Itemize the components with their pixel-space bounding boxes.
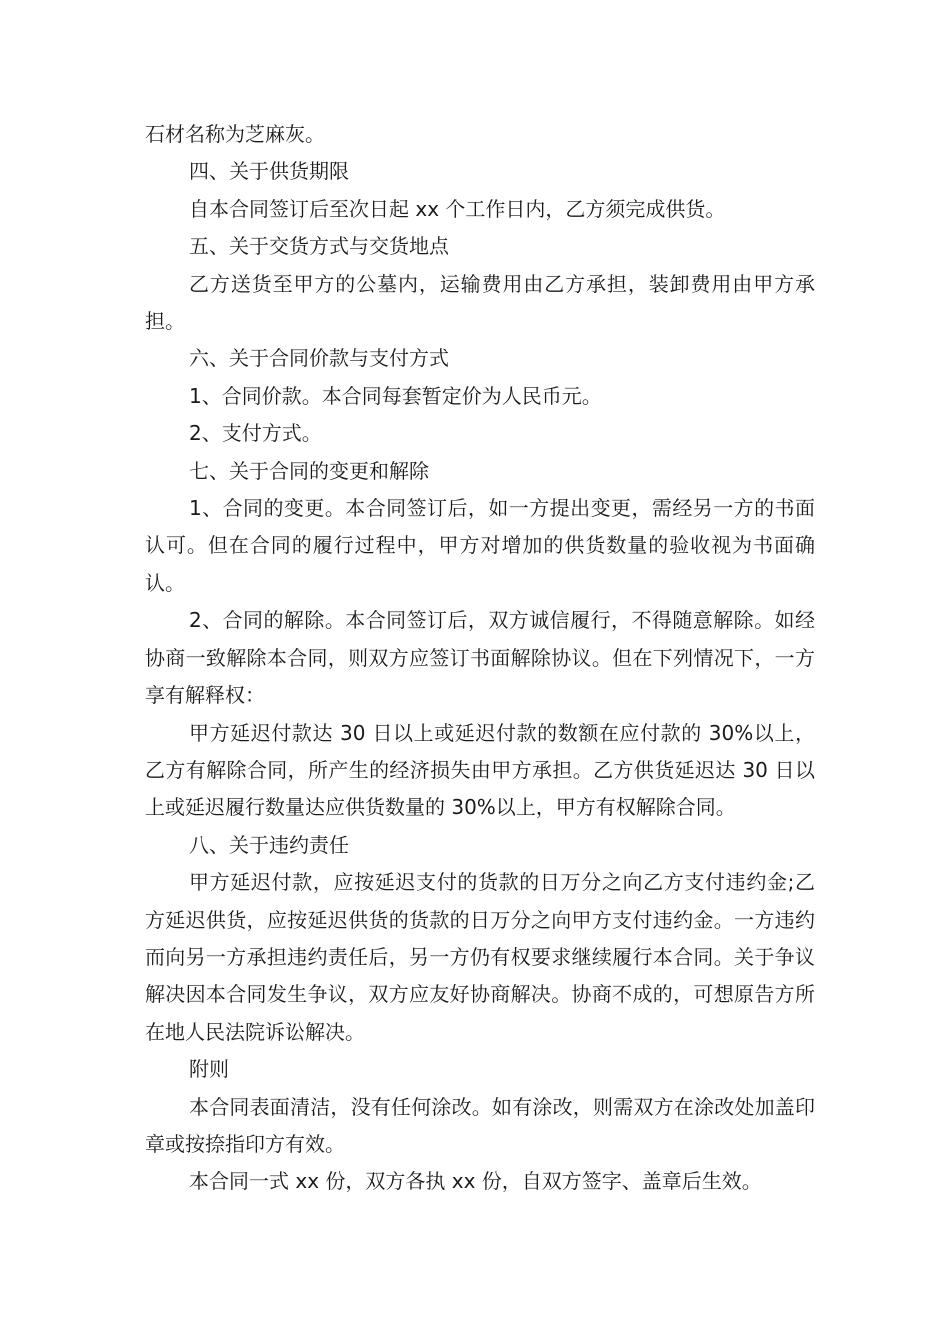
section-heading-supplementary: 附则 (189, 1057, 229, 1082)
paragraph-contract-termination: 2、合同的解除。本合同签订后，双方诚信履行，不得随意解除。如经协商一致解除本合同，则双方应签订书面解除协议。但在下列情况下，一方享有解释权： (145, 608, 815, 708)
section-heading-price-payment: 六、关于合同价款与支付方式 (189, 346, 449, 371)
paragraph-liability: 甲方延迟付款，应按延迟支付的货款的日万分之向乙方支付违约金;乙方延迟供货，应按延迟供货的货款的日万分之向甲方支付违约金。一方违约而向另一方承担违约责任后，另一方仍有权要求继续履行本合同。关于争议解决因本合同发生争议，双方应友好协商解决。协商不成的，可想原告方所在地人民法院诉讼解决。 (145, 870, 815, 1044)
paragraph-copies-effective: 本合同一式 xx 份，双方各执 xx 份，自双方签字、盖章后生效。 (189, 1169, 762, 1194)
paragraph-supply-period: 自本合同签订后至次日起 xx 个工作日内，乙方须完成供货。 (189, 196, 726, 221)
paragraph-payment-method: 2、支付方式。 (189, 421, 322, 446)
paragraph-stone-name: 石材名称为芝麻灰。 (145, 122, 325, 146)
paragraph-contract-change: 1、合同的变更。本合同签订后，如一方提出变更，需经另一方的书面认可。但在合同的履行过程中，甲方对增加的供货数量的验收视为书面确认。 (145, 496, 815, 595)
section-heading-change-termination: 七、关于合同的变更和解除 (189, 458, 429, 483)
paragraph-delivery: 乙方送货至甲方的公墓内，运输费用由乙方承担，装卸费用由甲方承担。 (145, 271, 815, 334)
section-heading-supply-period: 四、关于供货期限 (189, 159, 349, 184)
section-heading-delivery: 五、关于交货方式与交货地点 (189, 234, 449, 259)
paragraph-termination-conditions: 甲方延迟付款达 30 日以上或延迟付款的数额在应付款的 30%以上，乙方有解除合同，所产生的经济损失由甲方承担。乙方供货延迟达 30 日以上或延迟履行数量达应供货数量的 30%以上，甲方有权解除合同。 (145, 720, 815, 820)
paragraph-contract-price: 1、合同价款。本合同每套暂定价为人民币元。 (189, 383, 602, 408)
section-heading-liability: 八、关于违约责任 (189, 832, 349, 857)
contract-body (145, 116, 815, 1201)
paragraph-no-alterations: 本合同表面清洁，没有任何涂改。如有涂改，则需双方在涂改处加盖印章或按捺指印方有效。 (145, 1094, 815, 1156)
